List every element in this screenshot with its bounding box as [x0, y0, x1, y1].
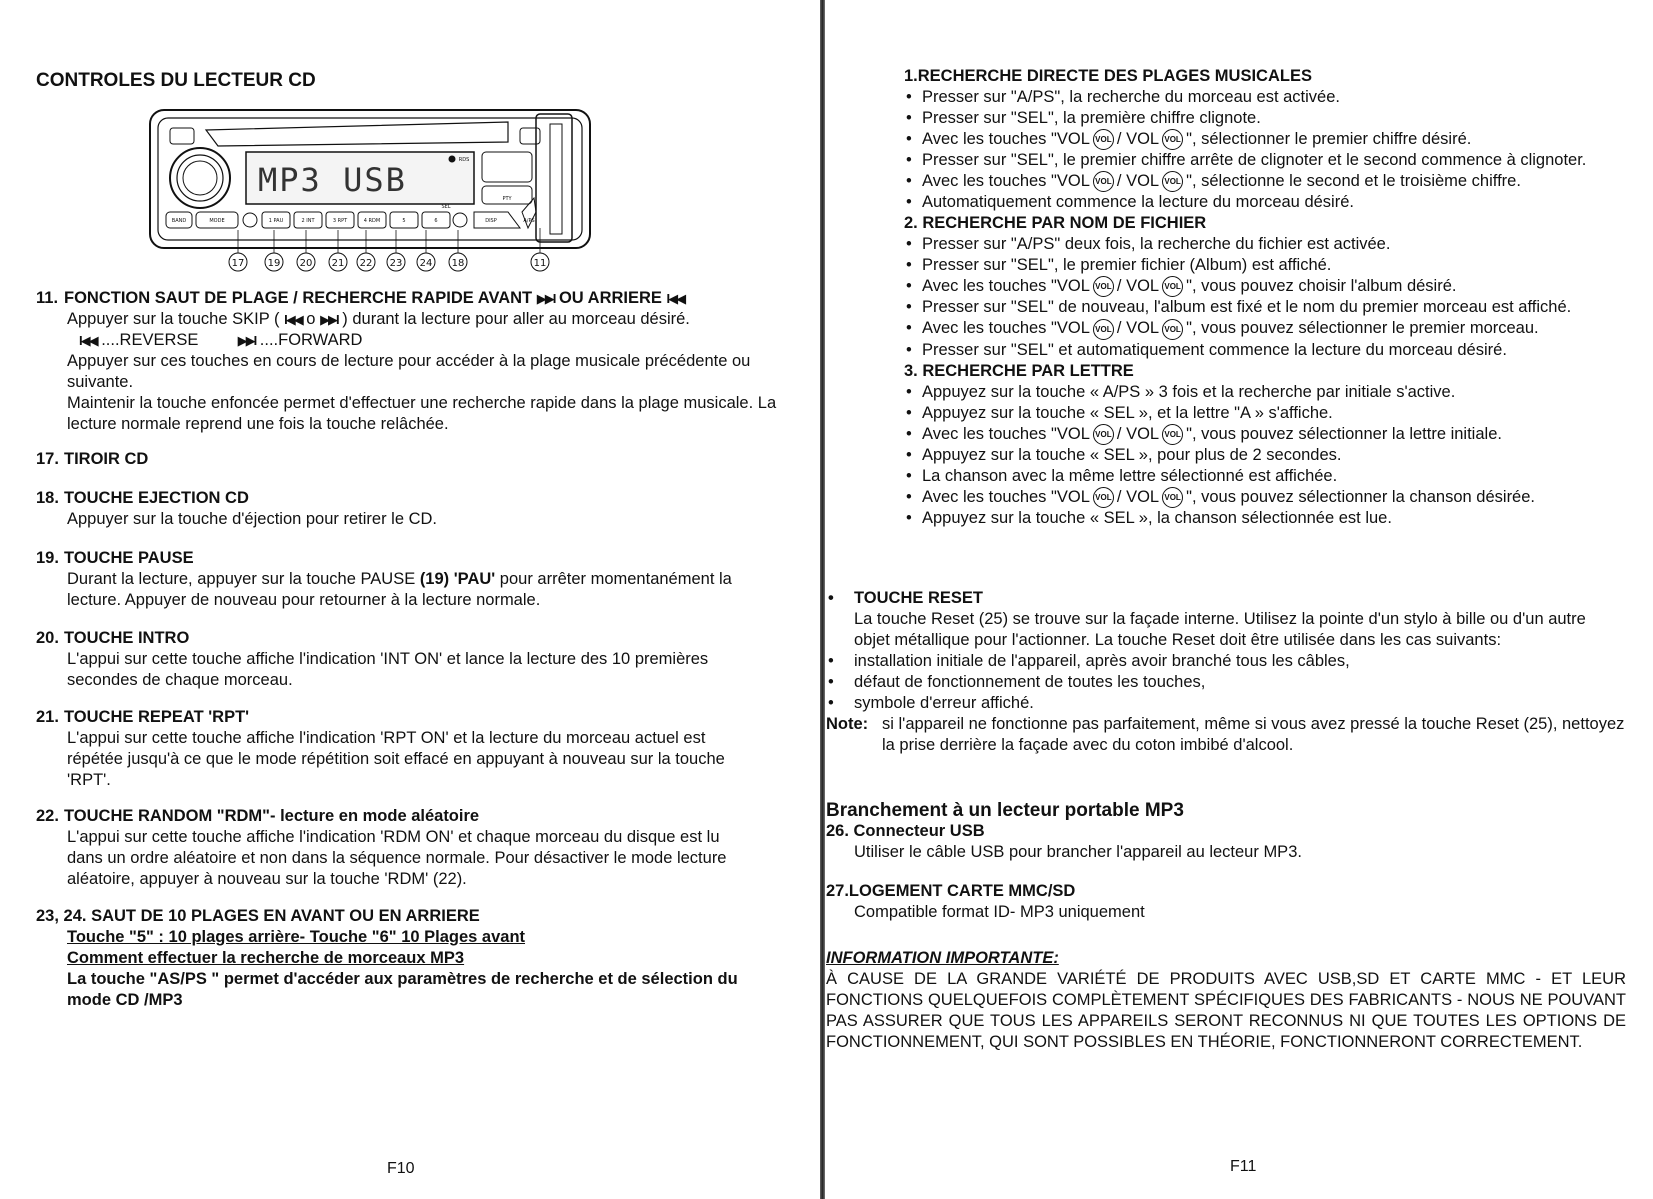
next-track-icon: ▶▶I — [237, 333, 256, 348]
list-item: • installation initiale de l'appareil, après avoir branché tous les câbles, — [826, 651, 1626, 672]
list-item: • Automatiquement commence la lecture du morceau désiré. — [904, 192, 1634, 213]
section-17: 17. TIROIR CD — [36, 450, 149, 468]
callout-11: 11 — [533, 258, 547, 269]
vol-icon: VOL — [1162, 487, 1183, 508]
list-item: • Presser sur "SEL", la première chiffre clignote. — [904, 108, 1634, 129]
section-18: 18. TOUCHE EJECTION CD Appuyer sur la touche d'éjection pour retirer le CD. — [36, 488, 796, 530]
label-btn-3: 3 RPT — [332, 218, 348, 224]
section-11 — [36, 288, 796, 435]
section-20-heading: TOUCHE INTRO — [64, 629, 190, 647]
list-item: • Presser sur "A/PS" deux fois, la recherche du fichier est activée. — [904, 234, 1634, 255]
list-item: • Presser sur "A/PS", la recherche du morceau est activée. — [904, 87, 1634, 108]
label-btn-5: 5 — [402, 218, 406, 224]
section-23-underline-2: Comment effectuer la recherche de morceaux MP3 — [67, 949, 465, 967]
section-mp3 — [826, 800, 1626, 923]
section-23-underline-1: Touche "5" : 10 plages arrière- Touche "6" 10 Plages avant — [67, 928, 526, 946]
label-btn-1: 1 PAU — [268, 218, 284, 224]
callout-18: 18 — [451, 258, 465, 269]
info-body: À CAUSE DE LA GRANDE VARIÉTÉ DE PRODUITS AVEC USB,SD ET CARTE MMC - ET LEUR FONCTIONS QUELQUEFOIS COMPLÈTEMENT SPÉCIFIQUES DES FABRICANTS - NOUS NE POUVANT PAS ASSURER QUE TOUS LES APPAREILS SERONT RECONNUS NI QUE TOUTES LES OPTIONS DE FONCTIONNEMENT, QUI SONT POSSIBLES EN THÉORIE, FONCTIONNERONT CORRECTEMENT. — [826, 970, 1626, 1051]
list-item: • Avec les touches "VOL VOL / VOL VOL ", vous pouvez sélectionner le premier morceau. — [904, 318, 1634, 339]
section-18-heading: TOUCHE EJECTION CD — [64, 489, 249, 507]
page-number-right: F11 — [1230, 1158, 1257, 1175]
section-18-body: Appuyer sur la touche d'éjection pour retirer le CD. — [67, 510, 438, 528]
label-rds: RDS — [458, 157, 470, 163]
section-19: 19. TOUCHE PAUSE Durant la lecture, appuyer sur la touche PAUSE (19) 'PAU' pour arrêter momentanément la lecture. Appuyer de nouveau pour retourner à la lecture normale. — [36, 548, 756, 611]
list-item: • symbole d'erreur affiché. — [826, 693, 1626, 714]
list-item: • Avec les touches "VOL VOL / VOL VOL ", sélectionne le second et le troisième chiffre. — [904, 171, 1634, 192]
label-btn-6: 6 — [434, 218, 438, 224]
label-btn-2: 2 INT — [301, 218, 315, 224]
reset-body: La touche Reset (25) se trouve sur la façade interne. Utilisez la pointe d'un stylo à bille ou d'un autre objet métallique pour l'actionner. La touche Reset doit être utilisée dans les cas suivants: — [854, 610, 1586, 649]
list-item: • La chanson avec la même lettre sélectionné est affichée. — [904, 466, 1634, 487]
reset-heading: • TOUCHE RESET — [826, 588, 1626, 609]
section-20: 20. TOUCHE INTRO L'appui sur cette touche affiche l'indication 'INT ON' et lance la lecture des 10 premières secondes de chaque morceau. — [36, 628, 756, 691]
page-number-left: F10 — [387, 1160, 415, 1177]
section-20-body: L'appui sur cette touche affiche l'indication 'INT ON' et lance la lecture des 10 premières secondes de chaque morceau. — [67, 650, 709, 689]
vol-icon: VOL — [1093, 424, 1114, 445]
label-band: BAND — [171, 218, 187, 224]
list-item: • Presser sur "SEL", le premier chiffre arrête de clignoter et le second commence à clignoter. — [904, 150, 1634, 171]
note-label: Note: — [826, 715, 869, 733]
list-item: • Appuyez sur la touche « SEL », la chanson sélectionnée est lue. — [904, 508, 1634, 529]
usb-heading: 26. Connecteur USB — [826, 822, 985, 840]
callout-17: 17 — [231, 258, 245, 269]
vol-icon: VOL — [1162, 129, 1183, 150]
callout-21: 21 — [331, 258, 345, 269]
next-track-icon: ▶▶I — [536, 291, 555, 306]
page-title: CONTROLES DU LECTEUR CD — [36, 70, 316, 91]
note-text: si l'appareil ne fonctionne pas parfaitement, même si vous avez pressé la touche Reset (25), nettoyez la prise derrière la façade avec du coton imbibé d'alcool. — [882, 715, 1625, 754]
list-item: • Avec les touches "VOL VOL / VOL VOL ", sélectionner le premier chiffre désiré. — [904, 129, 1634, 150]
list-item: • Appuyez sur la touche « SEL », pour plus de 2 secondes. — [904, 445, 1634, 466]
vol-icon: VOL — [1162, 319, 1183, 340]
section-22-body: L'appui sur cette touche affiche l'indication 'RDM ON' et chaque morceau du disque est lu dans un ordre aléatoire et non dans la séquence normale. Pour désactiver le mode lecture aléatoire, appuyer à nouveau sur la touche 'RDM' (22). — [67, 828, 727, 888]
prev-track-icon: I◀◀ — [666, 291, 685, 306]
list-item: • Presser sur "SEL", le premier fichier (Album) est affiché. — [904, 255, 1634, 276]
left-page — [0, 0, 826, 1199]
label-sel: SEL — [441, 204, 451, 210]
card-body: Compatible format ID- MP3 uniquement — [854, 903, 1145, 921]
vol-icon: VOL — [1162, 171, 1183, 192]
vol-icon: VOL — [1093, 171, 1114, 192]
mp3-heading: Branchement à un lecteur portable MP3 — [826, 800, 1184, 821]
section-reset — [826, 588, 1626, 756]
section-1-direct-search — [904, 66, 1634, 529]
section-21-body: L'appui sur cette touche affiche l'indication 'RPT ON' et la lecture du morceau actuel est répétée jusqu'à ce que le mode répétition soit effacé en appuyant à nouveau sur la touche 'RPT'. — [67, 729, 725, 789]
vol-icon: VOL — [1093, 319, 1114, 340]
section-2-heading: 2. RECHERCHE PAR NOM DE FICHIER — [904, 214, 1207, 233]
label-disp: DISP — [485, 218, 497, 224]
list-item: • Appuyez sur la touche « SEL », et la lettre "A » s'affiche. — [904, 403, 1634, 424]
callout-20: 20 — [299, 258, 313, 269]
section-23-24: 23, 24. SAUT DE 10 PLAGES EN AVANT OU EN ARRIERE Touche "5" : 10 plages arrière- Touche "6" 10 Plages avant Comment effectuer la recherche de morceaux MP3 La touche "AS/PS " permet d'accéder aux paramètres de recherche et de sélection du mode CD /MP3 — [36, 906, 776, 1011]
list-item: • Avec les touches "VOL VOL / VOL VOL ", vous pouvez sélectionner la chanson désirée. — [904, 487, 1634, 508]
section-info — [826, 948, 1626, 1053]
label-aps: A/PS — [523, 218, 535, 224]
list-item: • Appuyez sur la touche « A/PS » 3 fois et la recherche par initiale s'active. — [904, 382, 1634, 403]
prev-track-icon: I◀◀ — [284, 312, 302, 327]
section-11-body: Appuyer sur la touche SKIP ( I◀◀ o ▶▶I ) durant la lecture pour aller au morceau désiré. I◀◀ ....REVERSE ▶▶I ....FORWARD Appuyer sur ces touches en cours de lecture pour accéder à la plage musicale précédente ou suivante. Maintenir la touche enfoncée permet d'effectuer une recherche rapide dans la plage musicale. La lecture normale reprend une fois la touche relâchée. — [36, 309, 796, 435]
section-19-body: Durant la lecture, appuyer sur la touche PAUSE (19) 'PAU' pour arrêter momentanément la lecture. Appuyer de nouveau pour retourner à la lecture normale. — [67, 570, 732, 609]
section-3-heading: 3. RECHERCHE PAR LETTRE — [904, 361, 1134, 380]
callout-23: 23 — [389, 258, 403, 269]
callout-19: 19 — [267, 258, 281, 269]
usb-body: Utiliser le câble USB pour brancher l'appareil au lecteur MP3. — [854, 843, 1302, 861]
info-heading: INFORMATION IMPORTANTE: — [826, 949, 1059, 967]
card-heading: 27.LOGEMENT CARTE MMC/SD — [826, 882, 1076, 900]
vol-icon: VOL — [1162, 276, 1183, 297]
callout-22: 22 — [359, 258, 373, 269]
section-23-heading: SAUT DE 10 PLAGES EN AVANT OU EN ARRIERE — [91, 907, 480, 925]
section-11-p3: Maintenir la touche enfoncée permet d'effectuer une recherche rapide dans la plage musicale. La lecture normale reprend une fois la touche relâchée. — [67, 394, 777, 433]
vol-icon: VOL — [1162, 424, 1183, 445]
section-21: 21. TOUCHE REPEAT 'RPT' L'appui sur cette touche affiche l'indication 'RPT ON' et la lecture du morceau actuel est répétée jusqu'à ce que le mode répétition soit effacé en appuyant à nouveau sur la touche 'RPT'. — [36, 707, 756, 791]
section-22-heading: TOUCHE RANDOM "RDM"- lecture en mode aléatoire — [64, 807, 480, 825]
list-item: • défaut de fonctionnement de toutes les touches, — [826, 672, 1626, 693]
section-19-heading: TOUCHE PAUSE — [64, 549, 194, 567]
section-23-bold-note: La touche "AS/PS " permet d'accéder aux paramètres de recherche et de sélection du mode CD /MP3 — [67, 970, 738, 1009]
list-item: • Presser sur "SEL" et automatiquement commence la lecture du morceau désiré. — [904, 340, 1634, 361]
section-17-heading: TIROIR CD — [64, 450, 149, 468]
section-22: 22. TOUCHE RANDOM "RDM"- lecture en mode aléatoire L'appui sur cette touche affiche l'indication 'RDM ON' et chaque morceau du disque est lu dans un ordre aléatoire et non dans la séquence normale. Pour désactiver le mode lecture aléatoire, appuyer à nouveau sur la touche 'RDM' (22). — [36, 806, 756, 890]
section-11-p2: Appuyer sur ces touches en cours de lecture pour accéder à la plage musicale précédente ou suivante. — [67, 352, 751, 391]
prev-track-icon: I◀◀ — [79, 333, 97, 348]
section-21-heading: TOUCHE REPEAT 'RPT' — [64, 708, 250, 726]
label-pty: PTY — [502, 196, 512, 202]
vol-icon: VOL — [1093, 487, 1114, 508]
label-mode: MODE — [209, 218, 225, 224]
callout-24: 24 — [419, 258, 433, 269]
vol-icon: VOL — [1093, 129, 1114, 150]
right-page — [826, 0, 1653, 1199]
list-item: • Avec les touches "VOL VOL / VOL VOL ", vous pouvez sélectionner la lettre initiale. — [904, 424, 1634, 445]
vol-icon: VOL — [1093, 276, 1114, 297]
cd-player-illustration — [148, 108, 628, 284]
section-1-heading: 1.RECHERCHE DIRECTE DES PLAGES MUSICALES — [904, 67, 1312, 85]
list-item: • Presser sur "SEL" de nouveau, l'album est fixé et le nom du premier morceau est affiché. — [904, 297, 1634, 318]
list-item: • Avec les touches "VOL VOL / VOL VOL ", vous pouvez choisir l'album désiré. — [904, 276, 1634, 297]
section-11-heading: 11. FONCTION SAUT DE PLAGE / RECHERCHE RAPIDE AVANT ▶▶I OU ARRIERE I◀◀ — [36, 289, 685, 307]
cd-player-drawing — [148, 108, 628, 284]
next-track-icon: ▶▶I — [320, 312, 338, 327]
label-btn-4: 4 RDM — [363, 218, 381, 224]
device-display-text: MP3 USB — [258, 161, 407, 199]
